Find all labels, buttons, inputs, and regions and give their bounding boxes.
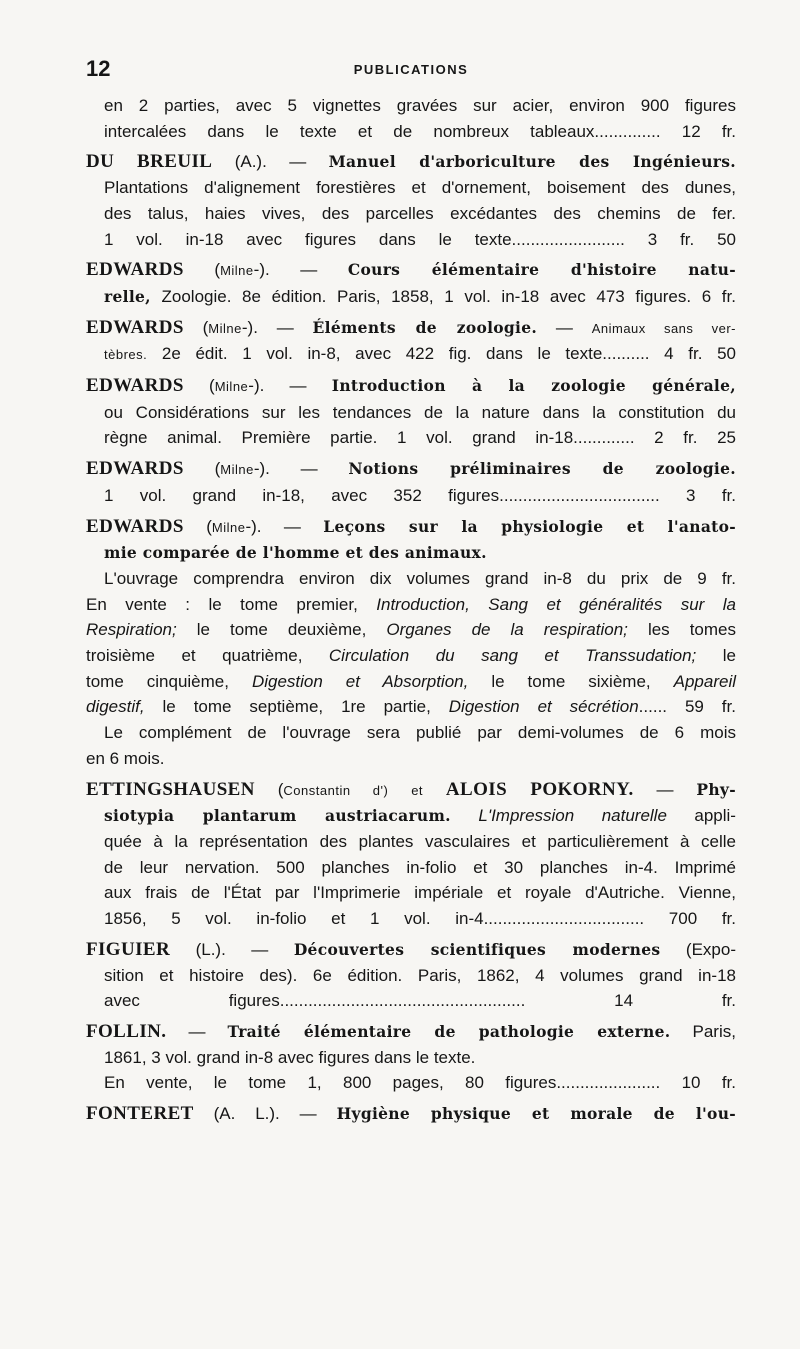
entry-author: ETTINGSHAUSEN	[86, 778, 255, 800]
entry-title-cont: mie comparée de l'homme et des animaux.	[104, 543, 487, 563]
text-line: des talus, haies vives, des parcelles excédantes des chemins de fer.	[104, 203, 736, 223]
text-line: de leur nervation. 500 planches in-folio et 30 planches in-4. Imprimé	[104, 857, 736, 877]
text-line: Zoologie. 8e édition. Paris, 1858, 1 vol. in-18 avec 473 figures. 6 fr.	[161, 286, 736, 306]
text-line: 1856, 5 vol. in-folio et 1 vol. in-4.................................. 700 fr.	[104, 909, 736, 929]
entry-title: Hygiène physique et morale de l'ou-	[336, 1104, 737, 1124]
author-suffix: -). —	[245, 516, 301, 536]
text-line: Plantations d'alignement forestières et d'ornement, boisement des dunes,	[104, 178, 736, 198]
entry-title: Éléments de zoologie.	[312, 317, 538, 337]
entry-title: Découvertes scientifiques modernes	[293, 939, 661, 959]
entry-author: EDWARDS	[86, 458, 184, 480]
text-span: le tome septième, 1re partie,	[162, 697, 431, 717]
author-paren: (	[214, 260, 221, 280]
text-line: avec figures.................................................... 14 fr.	[104, 991, 736, 1011]
entry-edwards-cours	[86, 257, 736, 309]
subtitle-smallcaps: Animaux sans ver-	[591, 320, 736, 336]
text-line: en 6 mois.	[86, 748, 165, 768]
italic-span: digestif,	[86, 697, 145, 717]
text-line: L'ouvrage comprendra environ dix volumes grand in-8 du prix de 9 fr.	[104, 568, 736, 588]
entry-author: FONTERET	[86, 1103, 194, 1125]
text-span: troisième et quatrième,	[86, 646, 303, 666]
author-firstname: Milne	[214, 379, 249, 395]
author-suffix: -). —	[253, 459, 318, 479]
price: ...... 59 fr.	[638, 697, 736, 717]
italic-span: Introduction, Sang et généralités sur la	[376, 594, 736, 614]
author-initial: (A.). —	[234, 152, 307, 172]
dash: —	[555, 317, 573, 337]
author-firstname: Milne	[220, 462, 254, 478]
text-span: (Expo-	[685, 939, 736, 959]
entry-author: DU BREUIL	[86, 151, 213, 173]
entry-edwards-introduction	[86, 373, 736, 451]
italic-span: Digestion et sécrétion	[448, 697, 639, 717]
italic-span: Circulation du sang et Transsudation;	[328, 646, 697, 666]
italic-span: Appareil	[673, 671, 736, 691]
text-span: En vente : le tome premier,	[86, 594, 358, 614]
text-span: tome cinquième,	[86, 671, 229, 691]
conjunction: et	[411, 782, 424, 798]
page-number: 12	[86, 56, 111, 81]
entry-du-breuil	[86, 149, 736, 252]
text-line: en 2 parties, avec 5 vignettes gravées sur acier, environ 900 figures	[104, 96, 736, 115]
italic-span: Organes de la respiration;	[386, 620, 628, 640]
entry-edwards-lecons	[86, 514, 736, 772]
author-suffix: -). —	[248, 376, 307, 396]
text-line: 1 vol. grand in-18, avec 352 figures.................................. 3 fr.	[104, 485, 736, 505]
text-line: 2e édit. 1 vol. in-8, avec 422 fig. dans le texte.......... 4 fr. 50	[161, 344, 736, 364]
text-span: le tome deuxième,	[196, 620, 367, 640]
text-line: Le complément de l'ouvrage sera publié par demi-volumes de 6 mois	[104, 723, 736, 743]
author-paren: (	[277, 779, 284, 799]
page-body	[86, 93, 736, 1127]
author-firstname: Milne	[208, 320, 242, 336]
entry-title: Traité élémentaire de pathologie externe.	[227, 1021, 671, 1041]
entry-ettingshausen	[86, 777, 736, 932]
text-line: 1 vol. in-18 avec figures dans le texte........................ 3 fr. 50	[104, 229, 736, 249]
text-line: intercalées dans le texte et de nombreux tableaux.............. 12 fr.	[104, 121, 736, 141]
text-line: quée à la représentation des plantes vasculaires et particulièrement à celle	[104, 831, 736, 851]
author-initial: (L.). —	[195, 939, 269, 959]
entry-continuation	[86, 93, 736, 144]
author-firstname: Constantin d')	[283, 782, 389, 798]
dash: —	[656, 779, 674, 799]
entry-follin	[86, 1019, 736, 1096]
entry-author: EDWARDS	[86, 375, 184, 397]
entry-author-2: ALOIS POKORNY.	[445, 778, 634, 800]
text-line: règne animal. Première partie. 1 vol. grand in-18............. 2 fr. 25	[104, 428, 736, 448]
entry-title: Manuel d'arboriculture des Ingénieurs.	[328, 152, 736, 172]
entry-author: FIGUIER	[86, 938, 171, 960]
text-span: le	[722, 646, 736, 666]
entry-title: Notions préliminaires de zoologie.	[348, 459, 736, 479]
italic-span: L'Impression naturelle	[478, 806, 667, 826]
entry-title-cont: relle,	[104, 286, 151, 306]
entry-edwards-notions	[86, 456, 736, 508]
entry-author: EDWARDS	[86, 259, 184, 281]
author-initial: (A. L.). —	[213, 1104, 317, 1124]
author-paren: (	[206, 516, 212, 536]
entry-title: Cours élémentaire d'histoire natu-	[347, 260, 736, 280]
entry-figuier	[86, 937, 736, 1014]
entry-author: EDWARDS	[86, 515, 184, 537]
text-span: Paris,	[692, 1021, 736, 1041]
subtitle-smallcaps: tèbres.	[104, 347, 148, 363]
text-line: sition et histoire des). 6e édition. Paris, 1862, 4 volumes grand in-18	[104, 965, 736, 985]
text-line: 1861, 3 vol. grand in-8 avec figures dans le texte.	[104, 1047, 476, 1067]
entry-title: Introduction à la zoologie générale,	[331, 376, 736, 396]
italic-span: Respiration;	[86, 620, 177, 640]
author-paren: (	[209, 376, 215, 396]
text-line: aux frais de l'État par l'Imprimerie impériale et royale d'Autriche. Vienne,	[104, 883, 736, 903]
author-suffix: -). —	[241, 317, 294, 337]
author-paren: (	[202, 317, 209, 337]
text-line: En vente, le tome 1, 800 pages, 80 figures...................... 10 fr.	[104, 1073, 736, 1093]
running-title: PUBLICATIONS	[353, 62, 469, 77]
entry-author: EDWARDS	[86, 316, 184, 338]
italic-span: Digestion et Absorption,	[251, 671, 469, 691]
text-span: le tome sixième,	[491, 671, 651, 691]
author-paren: (	[214, 459, 221, 479]
text-span: les tomes	[647, 620, 736, 640]
entry-author: FOLLIN.	[86, 1020, 167, 1042]
page-header	[86, 56, 736, 86]
entry-title-cont: siotypia plantarum austriacarum.	[104, 806, 451, 826]
text-line: ou Considérations sur les tendances de la nature dans la constitution du	[104, 402, 736, 422]
entry-title: Phy-	[696, 779, 736, 799]
entry-edwards-elements	[86, 315, 736, 368]
author-firstname: Milne	[220, 263, 254, 279]
dash: —	[188, 1021, 206, 1041]
author-suffix: -). —	[253, 260, 318, 280]
text-span: appli-	[694, 806, 736, 826]
entry-title: Leçons sur la physiologie et l'anato-	[323, 516, 736, 536]
entry-fonteret	[86, 1101, 736, 1127]
author-firstname: Milne	[211, 519, 246, 535]
